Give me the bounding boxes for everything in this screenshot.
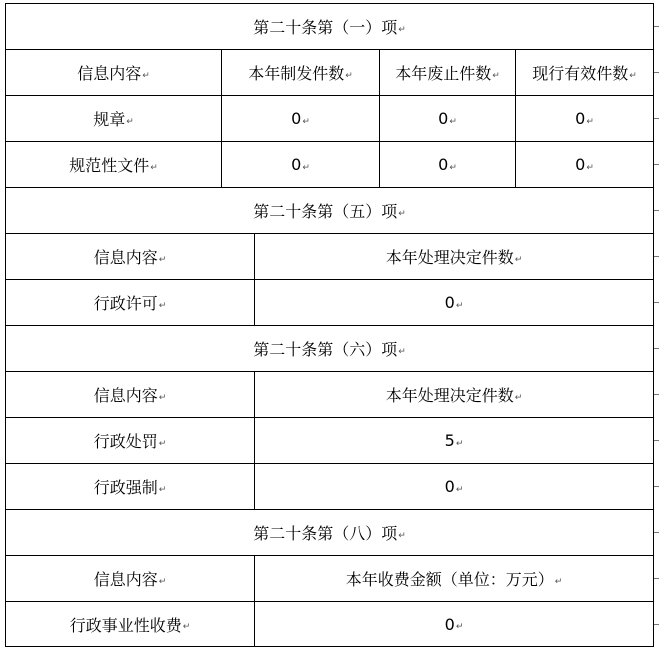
- row-value: 0 ↵: [254, 280, 653, 325]
- header-cell: 本年制发件数 ↵: [221, 50, 379, 95]
- row-label: 规章 ↵: [93, 110, 134, 129]
- row-end-marker: [654, 394, 659, 395]
- table-row: [5, 417, 654, 463]
- row-end-marker: [654, 72, 659, 73]
- row-value: 0 ↵: [379, 96, 515, 141]
- header-cell: 信息内容 ↵: [93, 570, 167, 589]
- table-row: [5, 279, 654, 325]
- row-value: 0 ↵: [221, 142, 379, 187]
- row-end-marker: [654, 440, 659, 441]
- section-title-row: [5, 509, 654, 555]
- row-value: 0 ↵: [254, 464, 653, 509]
- row-end-marker: [654, 26, 659, 27]
- table-row: [5, 141, 654, 187]
- section-title: 第二十条第（八）项 ↵: [253, 524, 406, 543]
- row-value: 0 ↵: [254, 602, 653, 646]
- row-label: 行政事业性收费 ↵: [69, 615, 191, 635]
- header-cell: 信息内容 ↵: [93, 386, 167, 405]
- row-label: 行政许可 ↵: [93, 294, 167, 313]
- header-cell: 本年处理决定件数 ↵: [254, 234, 653, 279]
- row-end-marker: [654, 624, 659, 625]
- table-header-row: [5, 49, 654, 95]
- row-end-marker: [654, 532, 659, 533]
- header-cell: 本年处理决定件数 ↵: [254, 372, 653, 417]
- table-row: [5, 463, 654, 509]
- row-end-marker: [654, 210, 659, 211]
- section-title: 第二十条第（五）项 ↵: [253, 202, 406, 221]
- row-end-marker: [654, 164, 659, 165]
- table-header-row: [5, 371, 654, 417]
- row-value: 0 ↵: [515, 96, 653, 141]
- header-cell: 本年废止件数 ↵: [379, 50, 515, 95]
- row-label: 行政强制 ↵: [93, 478, 167, 497]
- table-header-row: [5, 555, 654, 601]
- row-end-marker: [654, 348, 659, 349]
- section-title: 第二十条第（六）项 ↵: [253, 340, 406, 359]
- header-cell: 现行有效件数 ↵: [515, 50, 653, 95]
- table-header-row: [5, 233, 654, 279]
- row-value: 5 ↵: [254, 418, 653, 463]
- table-row: [5, 601, 654, 647]
- row-label: 行政处罚 ↵: [93, 432, 167, 451]
- section-title-row: [5, 325, 654, 371]
- row-end-marker: [654, 578, 659, 579]
- row-value: 0 ↵: [379, 142, 515, 187]
- row-value: 0 ↵: [221, 96, 379, 141]
- section-title-row: [5, 3, 654, 49]
- table-row: [5, 95, 654, 141]
- section-title-row: [5, 187, 654, 233]
- row-end-marker: [654, 302, 659, 303]
- header-cell: 信息内容 ↵: [93, 248, 167, 267]
- header-cell: 本年收费金额（单位：万元） ↵: [254, 556, 653, 601]
- header-cell: 信息内容 ↵: [77, 64, 150, 83]
- row-end-marker: [654, 256, 659, 257]
- row-end-marker: [654, 486, 659, 487]
- section-title: 第二十条第（一）项 ↵: [253, 18, 406, 37]
- row-end-marker: [654, 118, 659, 119]
- row-value: 0 ↵: [515, 142, 653, 187]
- row-label: 规范性文件 ↵: [69, 156, 158, 175]
